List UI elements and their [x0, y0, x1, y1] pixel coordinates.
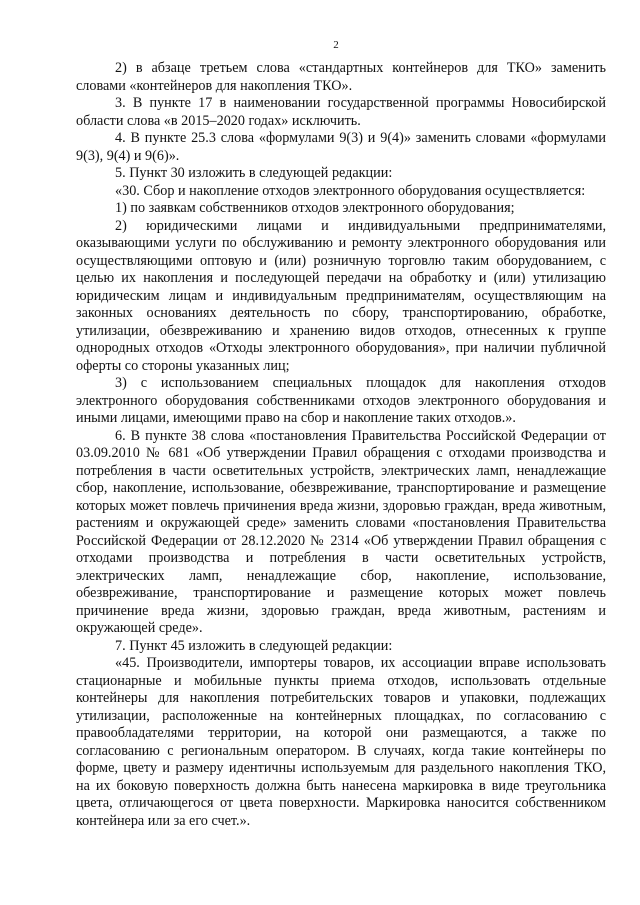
paragraph-9: 6. В пункте 38 слова «постановления Правительства Российской Федерации от 03.09.2010 № 681 «Об утверждении Правил обращения с отходами производства и потребления в части осветительных устройств, электрических ламп, ненадлежащие сбор, накопление, использование, обезвреживание, транспортирование и размещение которых может повлечь причинения вреда жизни, здоровью граждан, вреда животным, растениям и окружающей среде» заменить словами «постановления Правительства Российской Федерации от 28.12.2020 № 2314 «Об утверждении Правил обращения с отходами производства и потребления в части осветительных устройств, электрических ламп, ненадлежащие сбор, накопление, использование, обезвреживание, транспортирование и размещение которых может повлечь причинение вреда жизни, здоровью граждан, вреда животным, растениям и окружающей среде».	[76, 427, 606, 636]
paragraph-2: 3. В пункте 17 в наименовании государственной программы Новосибирской области слова «в 2015–2020 годах» исключить.	[76, 95, 606, 129]
paragraph-5: «30. Сбор и накопление отходов электронного оборудования осуществляется:	[115, 182, 586, 199]
paragraph-10: 7. Пункт 45 изложить в следующей редакции:	[115, 637, 393, 654]
paragraph-4: 5. Пункт 30 изложить в следующей редакции:	[115, 165, 393, 181]
paragraph-8: 3) с использованием специальных площадок для накопления отходов электронного оборудования собственниками отходов электронного оборудования и иными лицами, имеющими право на сбор и накопление таких отходов.».	[76, 375, 606, 426]
paragraph-6: 1) по заявкам собственников отходов электронного оборудования;	[115, 200, 515, 216]
paragraph-3: 4. В пункте 25.3 слова «формулами 9(3) и 9(4)» заменить словами «формулами 9(3), 9(4) и 9(6)».	[76, 130, 606, 164]
paragraph-11: «45. Производители, импортеры товаров, их ассоциации вправе использовать стационарные и мобильные пункты приема отходов, использовать отдельные контейнеры для накопления потребительских товаров и упаковки, подлежащих утилизации, расположенные на контейнерных площадках, по согласованию с правообладателями территории, на которой они размещаются, а также по согласованию с региональным оператором. В случаях, когда такие контейнеры по форме, цвету и размеру идентичны используемым для раздельного накопления ТКО, на их боковую поверхность должна быть нанесена маркировка в виде треугольника цвета, отличающегося от цвета поверхности. Маркировка наносится собственником контейнера или за его счет.».	[76, 655, 606, 829]
paragraph-7: 2) юридическими лицами и индивидуальными предпринимателями, оказывающими услуги по обслуживанию и ремонту электронного оборудования или осуществляющими оптовую и (или) розничную торговлю таким оборудованием, с целью их накопления и последующей передачи на обработку и (или) утилизацию юридическим лицам и индивидуальным предпринимателям, осуществляющим на законных основаниях деятельность по сбору, транспортированию, обработке, утилизации, обезвреживанию и хранению видов отходов, отнесенных к группе однородных отходов «Отходы электронного оборудования», при наличии публичной оферты со стороны указанных лиц;	[76, 217, 606, 374]
paragraph-1: 2) в абзаце третьем слова «стандартных контейнеров для ТКО» заменить словами «контейнеров для накопления ТКО».	[76, 60, 606, 94]
page-number: 2	[333, 39, 339, 51]
